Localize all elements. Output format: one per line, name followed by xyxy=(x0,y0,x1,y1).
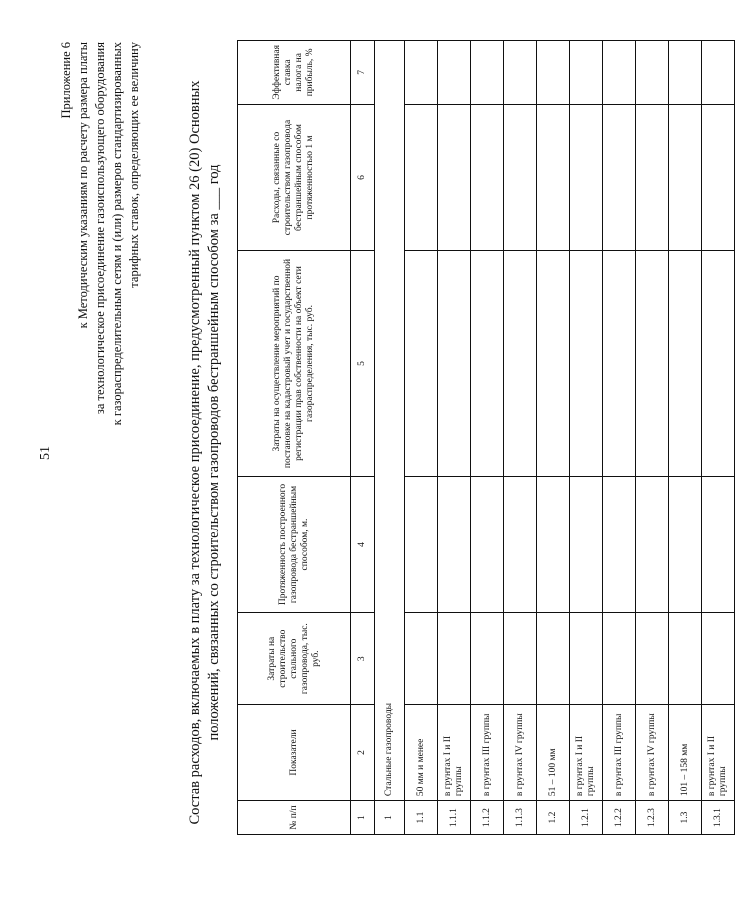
table-cell xyxy=(702,613,735,705)
table-row xyxy=(636,41,669,835)
table-cell xyxy=(636,41,669,105)
column-number: 4 xyxy=(351,476,375,613)
table-cell xyxy=(504,476,537,613)
row-label: в грунтах I и II группы xyxy=(702,704,735,800)
table-cell xyxy=(504,41,537,105)
table-row xyxy=(537,41,570,835)
table-cell xyxy=(702,476,735,613)
table-row xyxy=(405,41,438,835)
table-cell xyxy=(471,41,504,105)
row-label: в грунтах III группы xyxy=(603,704,636,800)
table-cell xyxy=(603,104,636,251)
header-cadastral-cost: Затраты на осуществление мероприятий по постановке на кадастровый учет и государственной регистрации прав собственности на объект сети газораспределения, тыс. руб. xyxy=(238,251,351,476)
row-number: 1.1.3 xyxy=(504,801,537,835)
row-label: в грунтах III группы xyxy=(471,704,504,800)
document-title xyxy=(186,30,224,875)
table-cell xyxy=(504,251,537,476)
header-number: № п/п xyxy=(238,801,351,835)
appendix-line-4: к газораспределительным сетям и (или) размеров стандартизированных xyxy=(110,42,124,426)
column-number: 1 xyxy=(351,801,375,835)
table-cell xyxy=(438,613,471,705)
row-label: в грунтах IV группы xyxy=(636,704,669,800)
appendix-line-3: за технологическое присоединение газоиспользующего оборудования xyxy=(93,42,107,415)
header-tax-rate: Эффективная ставка налога на прибыль, % xyxy=(238,41,351,105)
row-number: 1.2.2 xyxy=(603,801,636,835)
table-cell xyxy=(570,251,603,476)
table-row xyxy=(570,41,603,835)
table-cell xyxy=(669,476,702,613)
table-cell xyxy=(438,251,471,476)
table-cell xyxy=(669,104,702,251)
header-length: Протяженность построенного газопровода бестраншейным способом, м. xyxy=(238,476,351,613)
table-header-row xyxy=(238,41,351,835)
table-cell xyxy=(570,476,603,613)
table-cell xyxy=(537,41,570,105)
table-cell xyxy=(669,613,702,705)
column-number: 7 xyxy=(351,41,375,105)
table-cell xyxy=(603,251,636,476)
expenses-table xyxy=(237,40,735,835)
row-number: 1.2.3 xyxy=(636,801,669,835)
header-cost-per-meter: Расходы, связанные со строительством газопровода бестраншейным способом протяженностью 1 м xyxy=(238,104,351,251)
table-cell xyxy=(570,41,603,105)
table-cell xyxy=(603,41,636,105)
table-cell xyxy=(471,613,504,705)
title-line-2: положений, связанных со строительством газопроводов бестраншейным способом за ___ год xyxy=(206,164,222,741)
table-cell xyxy=(669,251,702,476)
row-label: 51 – 100 мм xyxy=(537,704,570,800)
table-cell xyxy=(405,613,438,705)
table-row xyxy=(504,41,537,835)
table-cell xyxy=(669,41,702,105)
table-row xyxy=(702,41,735,835)
table-cell xyxy=(438,41,471,105)
table-cell xyxy=(537,251,570,476)
column-number-row xyxy=(351,41,375,835)
table-cell xyxy=(702,104,735,251)
table-cell xyxy=(537,476,570,613)
row-number: 1.1.2 xyxy=(471,801,504,835)
row-number: 1.3 xyxy=(669,801,702,835)
table-row xyxy=(438,41,471,835)
row-number: 1 xyxy=(375,801,405,835)
title-line-1: Состав расходов, включаемых в плату за технологическое присоединение, предусмотренный пунктом 26 (20) Основных xyxy=(187,80,203,825)
row-label: 50 мм и менее xyxy=(405,704,438,800)
table-row xyxy=(669,41,702,835)
table-cell xyxy=(504,104,537,251)
table-row xyxy=(603,41,636,835)
table-cell xyxy=(702,41,735,105)
appendix-line-1: Приложение 6 xyxy=(59,42,73,119)
row-number: 1.1 xyxy=(405,801,438,835)
column-number: 2 xyxy=(351,704,375,800)
table-cell xyxy=(570,613,603,705)
table-cell xyxy=(537,104,570,251)
table-cell xyxy=(405,104,438,251)
row-number: 1.2 xyxy=(537,801,570,835)
table-cell xyxy=(405,41,438,105)
header-indicators: Показатели xyxy=(238,704,351,800)
table-cell xyxy=(471,104,504,251)
table-cell xyxy=(471,476,504,613)
table-cell xyxy=(438,476,471,613)
table-cell xyxy=(405,251,438,476)
row-label: в грунтах I и II группы xyxy=(570,704,603,800)
row-label: 101 – 158 мм xyxy=(669,704,702,800)
table-cell xyxy=(636,476,669,613)
row-label: в грунтах I и II группы xyxy=(438,704,471,800)
appendix-line-5: тарифных ставок, определяющих ее величину xyxy=(127,42,141,288)
table-cell xyxy=(702,251,735,476)
table-cell xyxy=(636,613,669,705)
row-label: в грунтах IV группы xyxy=(504,704,537,800)
column-number: 3 xyxy=(351,613,375,705)
row-number: 1.2.1 xyxy=(570,801,603,835)
table-row xyxy=(471,41,504,835)
table-cell xyxy=(603,476,636,613)
table-cell xyxy=(405,476,438,613)
table-cell xyxy=(636,251,669,476)
table-cell xyxy=(438,104,471,251)
row-number: 1.3.1 xyxy=(702,801,735,835)
table-cell xyxy=(636,104,669,251)
row-number: 1.1.1 xyxy=(438,801,471,835)
header-steel-cost: Затраты на строительство стального газопровода, тыс. руб. xyxy=(238,613,351,705)
appendix-line-2: к Методическим указаниям по расчету размера платы xyxy=(76,42,90,329)
table-cell xyxy=(603,613,636,705)
table-cell xyxy=(504,613,537,705)
column-number: 5 xyxy=(351,251,375,476)
page-number: 51 xyxy=(38,446,53,460)
table-cell xyxy=(570,104,603,251)
column-number: 6 xyxy=(351,104,375,251)
appendix-note xyxy=(58,42,143,562)
table-row xyxy=(375,41,405,835)
row-label: Стальные газопроводы xyxy=(375,41,405,801)
table-cell xyxy=(471,251,504,476)
table-cell xyxy=(537,613,570,705)
